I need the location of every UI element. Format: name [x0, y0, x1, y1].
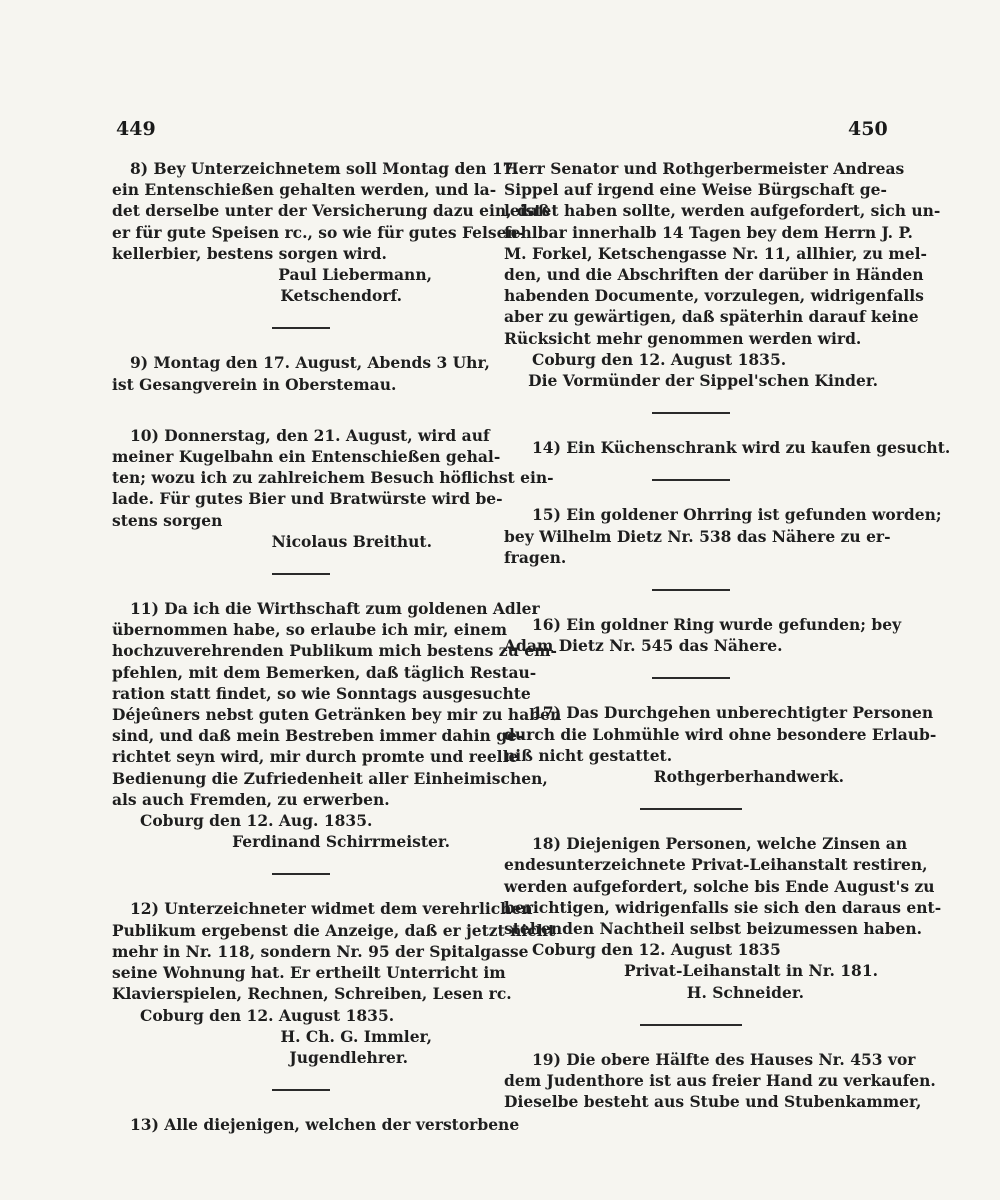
notice-line: übernommen habe, so erlaube ich mir, einem — [112, 620, 508, 640]
notice-line: pfehlen, mit dem Bemerken, daß täglich Restau- — [112, 662, 537, 682]
notice-line: 19) Die obere Hälfte des Hauses Nr. 453 vor — [532, 1049, 916, 1069]
notice-line: fragen. — [504, 547, 567, 567]
page-number-right: 450 — [848, 118, 888, 140]
notice-line: er für gute Speisen rc., so wie für gutes Felsen- — [112, 222, 525, 242]
notice-line: Klavierspielen, Rechnen, Schreiben, Lesen rc. — [112, 984, 512, 1004]
separator-rule — [640, 808, 742, 810]
separator-rule — [652, 677, 730, 679]
notice-line: Bedienung die Zufriedenheit aller Einheimischen, — [112, 768, 548, 788]
separator-rule — [272, 327, 330, 329]
notice-17 — [504, 702, 937, 787]
notice-line: habenden Documente, vorzulegen, widrigenfalls — [504, 286, 924, 306]
notice-line: sind, und daß mein Bestreben immer dahin ge- — [112, 726, 524, 746]
notice-line: den, und die Abschriften der darüber in Händen — [504, 265, 924, 285]
notice-line: werden aufgefordert, solche bis Ende August's zu — [504, 876, 935, 896]
notice-line: ist Gesangverein in Oberstemau. — [112, 374, 397, 394]
separator-rule — [272, 573, 330, 575]
notice-19 — [504, 1049, 936, 1113]
notice-line: ration statt findet, so wie Sonntags ausgesuchte — [112, 683, 531, 703]
signature-name: Privat-Leihanstalt in Nr. 181. — [624, 961, 878, 981]
notice-line: niß nicht gestattet. — [504, 745, 673, 765]
notice-line: det derselbe unter der Versicherung dazu ein, daß — [112, 201, 550, 221]
notice-line: mehr in Nr. 118, sondern Nr. 95 der Spitalgasse — [112, 941, 529, 961]
notice-line: 17) Das Durchgehen unberechtigter Personen — [532, 703, 934, 723]
right-column — [504, 158, 951, 1113]
signature-place: Ketschendorf. — [280, 286, 402, 306]
notice-11 — [112, 598, 562, 852]
signature-name: Die Vormünder der Sippel'schen Kinder. — [528, 371, 878, 391]
notice-line: 18) Diejenigen Personen, welche Zinsen an — [532, 834, 908, 854]
notice-14 — [504, 437, 951, 458]
place-date: Coburg den 12. Aug. 1835. — [140, 811, 373, 831]
notice-line: leistet haben sollte, werden aufgefordert, sich un- — [504, 201, 941, 221]
notice-12 — [112, 898, 556, 1068]
signature-name: Ferdinand Schirrmeister. — [232, 832, 450, 852]
separator-rule — [652, 479, 730, 481]
notice-line: M. Forkel, Ketschengasse Nr. 11, allhier, zu mel- — [504, 243, 927, 263]
notice-13-continued — [504, 158, 941, 391]
signature-name: Paul Liebermann, — [278, 265, 432, 285]
notice-line: 14) Ein Küchenschrank wird zu kaufen gesucht. — [532, 438, 951, 458]
notice-line: meiner Kugelbahn ein Entenschießen gehal- — [112, 447, 501, 467]
signature-name: Nicolaus Breithut. — [271, 531, 432, 551]
notice-line: fehlbar innerhalb 14 Tagen bey dem Herrn J. P. — [504, 222, 913, 242]
notice-line: durch die Lohmühle wird ohne besondere Erlaub- — [504, 724, 937, 744]
separator-rule — [272, 1089, 330, 1091]
notice-line: hochzuverehrenden Publikum mich bestens zu em- — [112, 641, 557, 661]
notice-line: kellerbier, bestens sorgen wird. — [112, 243, 387, 263]
notice-line: seine Wohnung hat. Er ertheilt Unterricht im — [112, 963, 506, 983]
notice-line: Sippel auf irgend eine Weise Bürgschaft ge- — [504, 180, 887, 200]
notice-16 — [504, 614, 902, 656]
separator-rule — [640, 1024, 742, 1026]
notice-line: lade. Für gutes Bier und Bratwürste wird be- — [112, 489, 503, 509]
notice-line: stens sorgen — [112, 510, 223, 530]
notice-line: stehenden Nachtheil selbst beizumessen haben. — [504, 919, 923, 939]
notice-line: 16) Ein goldner Ring wurde gefunden; bey — [532, 615, 902, 635]
notice-line: berichtigen, widrigenfalls sie sich den daraus ent- — [504, 897, 942, 917]
place-date: Coburg den 12. August 1835. — [140, 1005, 395, 1025]
page-number-left: 449 — [116, 118, 156, 140]
notice-8 — [112, 158, 550, 306]
signature-title: Jugendlehrer. — [289, 1047, 408, 1067]
notice-line: richtet seyn wird, mir durch promte und reelle — [112, 747, 519, 767]
notice-line: 9) Montag den 17. August, Abends 3 Uhr, — [130, 353, 490, 373]
separator-rule — [652, 412, 730, 414]
notice-line: 13) Alle diejenigen, welchen der verstorbene — [130, 1115, 520, 1135]
notice-13 — [112, 1114, 520, 1135]
notice-line: 12) Unterzeichneter widmet dem verehrlichen — [130, 899, 533, 919]
notice-line: 11) Da ich die Wirthschaft zum goldenen Adler — [130, 599, 540, 619]
notice-line: Publikum ergebenst die Anzeige, daß er jetzt nicht — [112, 920, 556, 940]
notice-line: 10) Donnerstag, den 21. August, wird auf — [130, 425, 490, 445]
place-date: Coburg den 12. August 1835 — [532, 940, 781, 960]
notice-line: Rücksicht mehr genommen werden wird. — [504, 328, 862, 348]
notice-line: dem Judenthore ist aus freier Hand zu verkaufen. — [504, 1071, 936, 1091]
separator-rule — [652, 589, 730, 591]
notice-line: bey Wilhelm Dietz Nr. 538 das Nähere zu er- — [504, 526, 891, 546]
notice-line: ein Entenschießen gehalten werden, und la- — [112, 180, 497, 200]
notice-line: Dieselbe besteht aus Stube und Stubenkammer, — [504, 1092, 922, 1112]
signature-name: Rothgerberhandwerk. — [653, 767, 844, 787]
notice-line: 8) Bey Unterzeichnetem soll Montag den 17. — [130, 159, 519, 178]
signature-name: H. Ch. G. Immler, — [280, 1026, 432, 1046]
place-date: Coburg den 12. August 1835. — [532, 349, 787, 369]
notice-line: aber zu gewärtigen, daß späterhin darauf keine — [504, 307, 919, 327]
notice-line: Adam Dietz Nr. 545 das Nähere. — [504, 636, 783, 656]
notice-line: Déjeûners nebst guten Getränken bey mir zu haben — [112, 705, 562, 725]
signature-title: H. Schneider. — [686, 982, 804, 1002]
separator-rule — [272, 873, 330, 875]
notice-18 — [504, 833, 942, 1003]
notice-line: Herr Senator und Rothgerbermeister Andreas — [504, 159, 905, 178]
notice-line: 15) Ein goldener Ohrring ist gefunden worden; — [532, 505, 942, 525]
notice-10 — [112, 425, 554, 552]
notice-9 — [112, 352, 490, 394]
notice-line: endesunterzeichnete Privat-Leihanstalt restiren, — [504, 855, 928, 875]
notice-line: als auch Fremden, zu erwerben. — [112, 789, 390, 809]
notice-15 — [504, 504, 942, 568]
notice-line: ten; wozu ich zu zahlreichem Besuch höflichst ein- — [112, 468, 554, 488]
